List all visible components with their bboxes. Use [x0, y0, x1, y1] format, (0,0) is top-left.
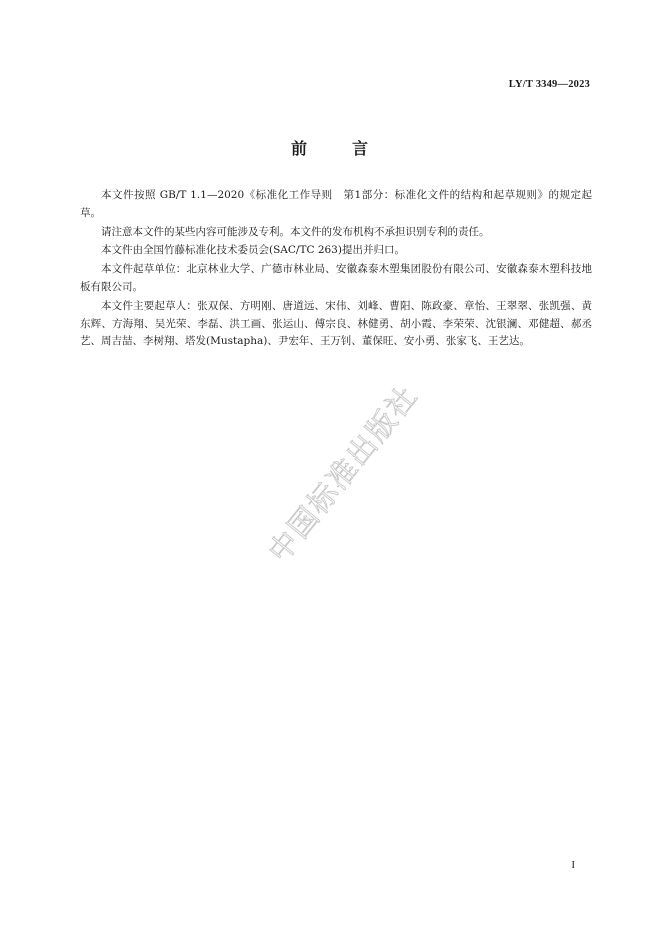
publisher-watermark: 中国标准出版社 — [261, 378, 425, 569]
section-title — [0, 136, 662, 159]
paragraph-proposer: 本文件由全国竹藤标准化技术委员会(SAC/TC 263)提出并归口。 — [101, 244, 405, 257]
foreword-body — [80, 187, 592, 351]
standard-code: LY/T 3349—2023 — [508, 79, 590, 90]
paragraph-patent-notice: 请注意本文件的某些内容可能涉及专利。本文件的发布机构不承担识别专利的责任。 — [101, 225, 490, 238]
title-char-2: 言 — [352, 139, 372, 158]
paragraph-drafting-units: 本文件起草单位：北京林业大学、广德市林业局、安徽森泰木塑集团股份有限公司、安徽森泰木塑科技地板有限公司。 — [80, 263, 592, 293]
title-char-1: 前 — [290, 139, 310, 158]
paragraph-drafting-rules: 本文件按照 GB/T 1.1—2020《标准化工作导则 第1部分：标准化文件的结构和起草规则》的规定起草。 — [80, 189, 592, 219]
page-number: I — [571, 860, 575, 871]
paragraph-drafters: 本文件主要起草人：张双保、方明刚、唐道远、宋伟、刘峰、曹阳、陈政豪、章怡、王翠翠、张凯强、黄东辉、方海翔、吴光荣、李磊、洪工画、张运山、傅宗良、林健勇、胡小霞、李荣荣、沈银澜、邓健超、郝丞艺、周吉喆、李树翔、塔发(Mustapha)、尹宏年、王万钊、董保旺、安小勇、张家飞、王艺达。 — [80, 299, 592, 348]
